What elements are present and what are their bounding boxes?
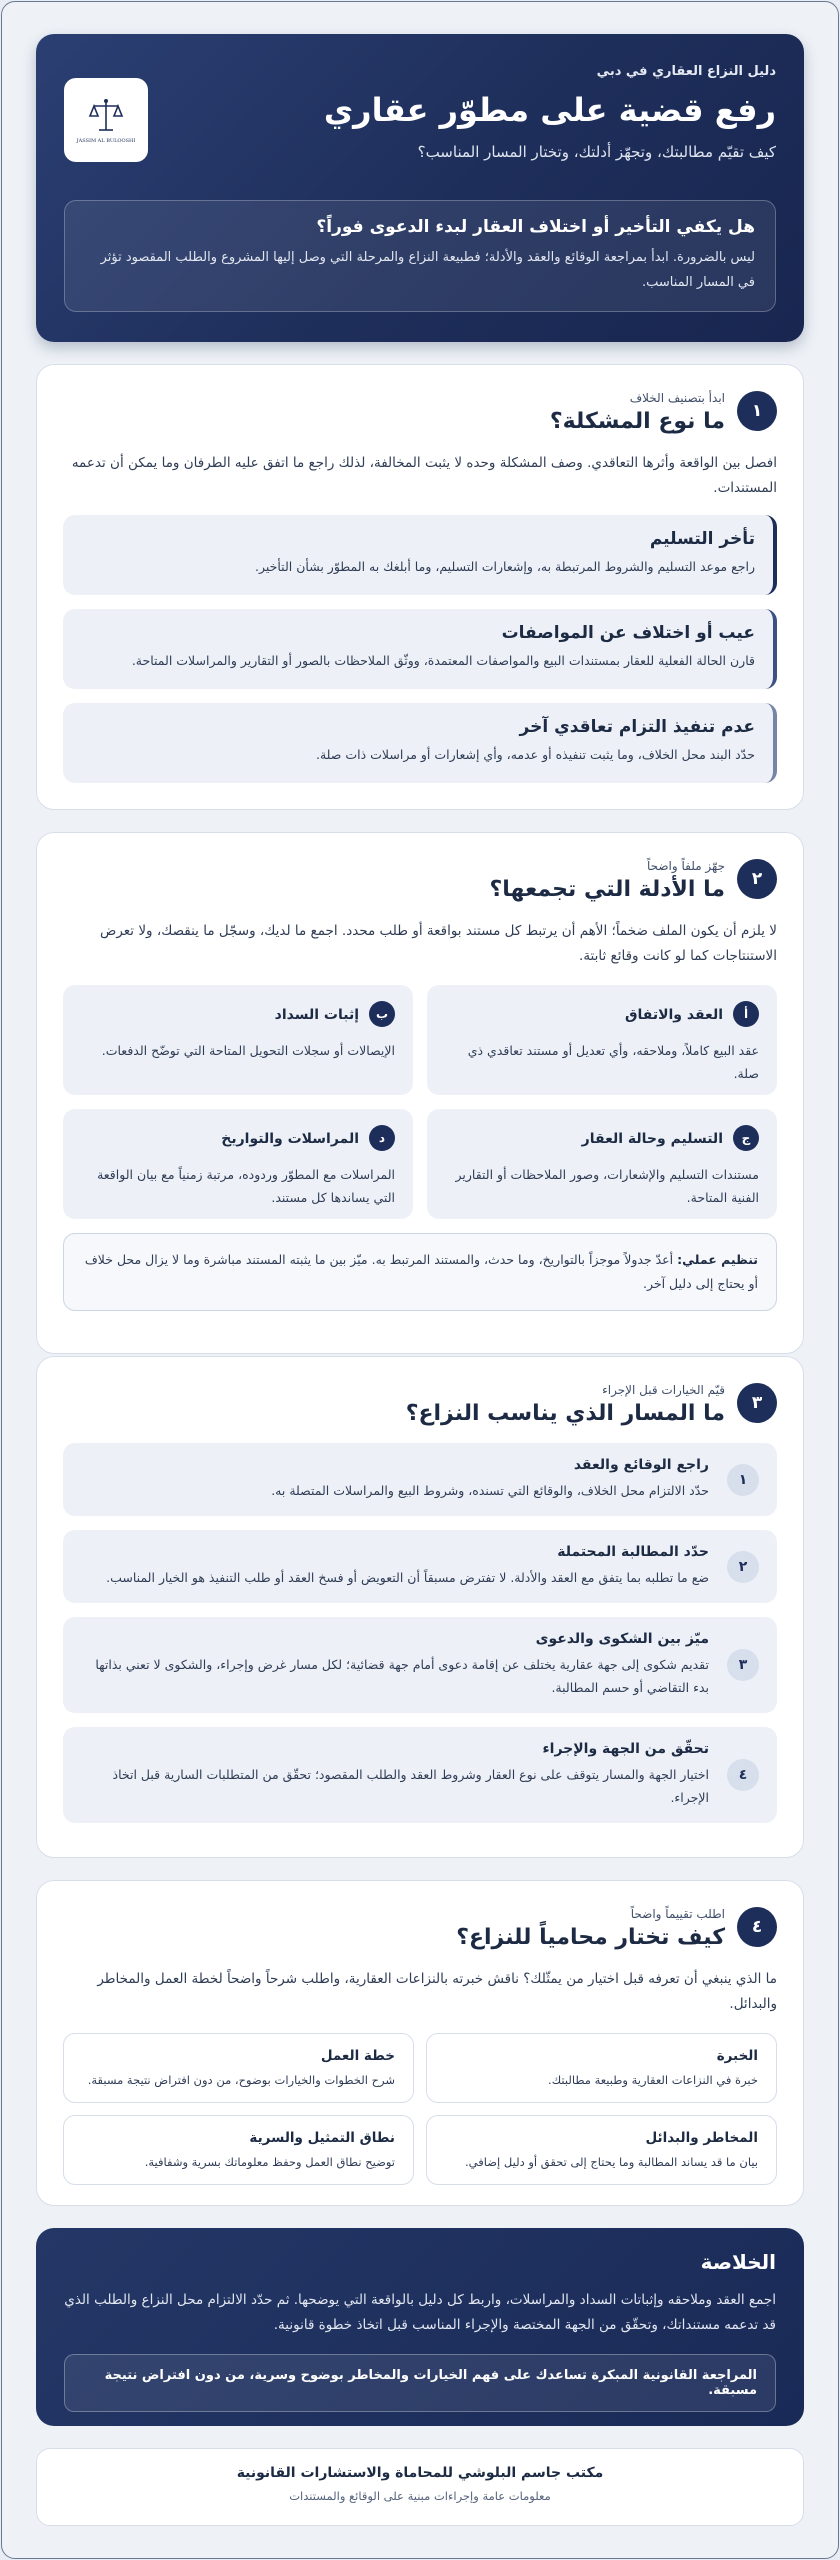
footer	[36, 2448, 804, 2526]
section-lawyer	[36, 1880, 804, 2206]
section-intro: افصل بين الواقعة وأثرها التعاقدي. وصف المشكلة وحده لا يثبت المخالفة، لذلك راجع ما اتفق عليه الطرفان وما يمكن أن تدعمه المستندات.	[71, 455, 777, 496]
problem-title: تأخر التسليم	[649, 529, 755, 549]
criteria-text: توضيح نطاق العمل وحفظ معلوماتك بسرية وشفافية.	[144, 2155, 395, 2169]
step-text: حدّد الالتزام محل الخلاف، والوقائع التي تسنده، وشروط البيع والمراسلات المتصلة به.	[271, 1483, 709, 1498]
section-kicker: ابدأ بتصنيف الخلاف	[629, 391, 725, 405]
logo-text: JASSIM AL BULOOSHI	[76, 138, 136, 144]
hero-question-text: ليس بالضرورة. ابدأ بمراجعة الوقائع والعقد والأدلة؛ فطبيعة النزاع والمرحلة التي وصل إليها المشروع والطلب المقصود تؤثر في المسار المناسب.	[100, 250, 755, 290]
evidence-badge: د	[369, 1125, 395, 1151]
practical-tip	[63, 1233, 777, 1311]
evidence-title: المراسلات والتواريخ	[221, 1131, 359, 1147]
evidence-text: مستندات التسليم والإشعارات، وصور الملاحظات أو التقارير الفنية المتاحة.	[455, 1167, 759, 1205]
evidence-badge: أ	[733, 1001, 759, 1027]
section-kicker: اطلب تقييماً واضحاً	[630, 1907, 725, 1921]
criteria-title: خطة العمل	[320, 2048, 395, 2064]
section-kicker: جهّز ملفاً واضحاً	[646, 859, 725, 873]
evidence-card	[63, 985, 413, 1095]
evidence-card	[63, 1109, 413, 1219]
criteria-title: نطاق التمثيل والسرية	[249, 2130, 395, 2146]
step-number: ٢	[727, 1551, 759, 1583]
problem-title: عيب أو اختلاف عن المواصفات	[501, 623, 755, 643]
section-path	[36, 1356, 804, 1858]
criteria-card	[426, 2033, 777, 2103]
criteria-card	[63, 2115, 414, 2185]
evidence-text: المراسلات مع المطوّر وردوده، مرتبة زمنياً مع بيان الواقعة التي يساندها كل مستند.	[97, 1167, 395, 1205]
section-intro: ما الذي ينبغي أن تعرفه قبل اختيار من يمثّلك؟ ناقش خبرته بالنزاعات العقارية، واطلب شرحاً واضحاً لخطة العمل والمخاطر والبدائل.	[97, 1971, 777, 2012]
evidence-badge: ج	[733, 1125, 759, 1151]
step-title: تحقّق من الجهة والإجراء	[542, 1741, 709, 1757]
section-kicker: قيّم الخيارات قبل الإجراء	[602, 1383, 725, 1397]
summary-panel	[36, 2228, 804, 2426]
path-step	[63, 1617, 777, 1713]
problem-text: قارن الحالة الفعلية للعقار بمستندات البيع والمواصفات المعتمدة، ووثّق الملاحظات بالصور أو التقارير والمراسلات المتاحة.	[131, 653, 755, 668]
step-title: ميّز بين الشكوى والدعوى	[535, 1631, 709, 1647]
firm-logo	[64, 78, 148, 162]
section-evidence	[36, 832, 804, 1354]
section-problem-type	[36, 364, 804, 810]
evidence-text: عقد البيع كاملاً، وملاحقه، وأي تعديل أو مستند تعاقدي ذي صلة.	[467, 1043, 759, 1081]
scales-icon	[86, 96, 126, 136]
step-title: راجع الوقائع والعقد	[573, 1457, 709, 1473]
hero-banner	[36, 34, 804, 342]
step-number: ٤	[727, 1759, 759, 1791]
criteria-title: المخاطر والبدائل	[645, 2130, 758, 2146]
criteria-text: شرح الخطوات والخيارات بوضوح، من دون افتراض نتيجة مسبقة.	[87, 2073, 395, 2087]
section-number: ٢	[737, 859, 777, 899]
step-title: حدّد المطالبة المحتملة	[557, 1544, 709, 1560]
evidence-card	[427, 985, 777, 1095]
section-title: كيف تختار محامياً للنزاع؟	[456, 1925, 725, 1950]
section-number: ٣	[737, 1383, 777, 1423]
evidence-card	[427, 1109, 777, 1219]
section-title: ما الأدلة التي تجمعها؟	[489, 877, 725, 902]
criteria-card	[426, 2115, 777, 2185]
criteria-grid	[63, 2033, 777, 2185]
problem-card	[63, 703, 777, 783]
evidence-title: العقد والاتفاق	[624, 1007, 723, 1023]
evidence-text: الإيصالات أو سجلات التحويل المتاحة التي توضّح الدفعات.	[101, 1043, 395, 1058]
hero-kicker: دليل النزاع العقاري في دبي	[596, 64, 776, 79]
step-number: ٣	[727, 1649, 759, 1681]
problem-title: عدم تنفيذ التزام تعاقدي آخر	[519, 717, 755, 737]
footer-text: معلومات عامة وإجراءات مبنية على الوقائع والمستندات	[289, 2489, 551, 2503]
section-number: ١	[737, 391, 777, 431]
tip-label: تنظيم عملي:	[677, 1252, 758, 1267]
section-title: ما المسار الذي يناسب النزاع؟	[405, 1401, 725, 1426]
problem-card	[63, 515, 777, 595]
criteria-title: الخبرة	[716, 2048, 758, 2064]
criteria-text: خبرة في النزاعات العقارية وطبيعة مطالبتك.	[548, 2073, 758, 2087]
problem-text: راجع موعد التسليم والشروط المرتبطة به، وإشعارات التسليم، وما أبلغك به المطوّر بشأن التأخير.	[255, 559, 755, 574]
criteria-text: بيان ما قد يساند المطالبة وما يحتاج إلى تحقق أو دليل إضافي.	[465, 2155, 758, 2169]
section-number: ٤	[737, 1907, 777, 1947]
path-step	[63, 1443, 777, 1516]
tip-text: أعدّ جدولاً موجزاً بالتواريخ، وما حدث، والمستند المرتبط به. ميّز بين ما يثبته المستند مباشرة وما لا يزال محل خلاف أو يحتاج إلى دليل آخر.	[84, 1252, 758, 1291]
step-text: ضع ما تطلبه بما يتفق مع العقد والأدلة. لا تفترض مسبقاً أن التعويض أو فسخ العقد أو طلب التنفيذ هو الخيار المناسب.	[106, 1570, 709, 1585]
page-title: رفع قضية على مطوّر عقاري	[323, 91, 776, 129]
problem-text: حدّد البند محل الخلاف، وما يثبت تنفيذه أو عدمه، وأي إشعارات أو مراسلات ذات صلة.	[315, 747, 755, 762]
summary-callout: المراجعة القانونية المبكرة تساعدك على فهم الخيارات والمخاطر بوضوح وسرية، من دون افتراض نتيجة مسبقة.	[64, 2354, 776, 2412]
evidence-title: إثبات السداد	[274, 1007, 359, 1023]
section-intro: لا يلزم أن يكون الملف ضخماً؛ الأهم أن يرتبط كل مستند بواقعة أو طلب محدد. اجمع ما لديك، وسجّل ما ينقصك، ولا تعرض الاستنتاجات كما لو كانت وقائع ثابتة.	[100, 923, 777, 964]
problem-card	[63, 609, 777, 689]
criteria-card	[63, 2033, 414, 2103]
step-text: تقديم شكوى إلى جهة عقارية يختلف عن إقامة دعوى أمام جهة قضائية؛ لكل مسار غرض وإجراء، والشكوى لا تعني بذاتها بدء التقاضي أو حسم المطالبة.	[95, 1657, 709, 1695]
evidence-grid	[63, 985, 777, 1219]
hero-subtitle: كيف تقيّم مطالبتك، وتجهّز أدلتك، وتختار المسار المناسب؟	[417, 143, 776, 161]
hero-question-box	[64, 200, 776, 312]
summary-text: اجمع العقد وملاحقه وإثباتات السداد والمراسلات، واربط كل دليل بالواقعة التي يوضحها. ثم حدّد الالتزام محل النزاع والطلب الذي قد تدعمه مستنداتك، وتحقّق من الجهة المختصة والإجراء المناسب قبل اتخاذ خطوة قانونية.	[64, 2292, 776, 2333]
path-step	[63, 1530, 777, 1603]
hero-question-title: هل يكفي التأخير أو اختلاف العقار لبدء الدعوى فوراً؟	[316, 217, 755, 237]
summary-title: الخلاصة	[700, 2250, 776, 2274]
evidence-badge: ب	[369, 1001, 395, 1027]
step-text: اختيار الجهة والمسار يتوقف على نوع العقار وشروط العقد والطلب المقصود؛ تحقّق من المتطلبات السارية قبل اتخاذ الإجراء.	[112, 1767, 709, 1805]
step-number: ١	[727, 1464, 759, 1496]
footer-title: مكتب جاسم البلوشي للمحاماة والاستشارات القانونية	[236, 2465, 604, 2481]
evidence-title: التسليم وحالة العقار	[581, 1131, 723, 1147]
section-title: ما نوع المشكلة؟	[549, 409, 725, 434]
path-step	[63, 1727, 777, 1823]
